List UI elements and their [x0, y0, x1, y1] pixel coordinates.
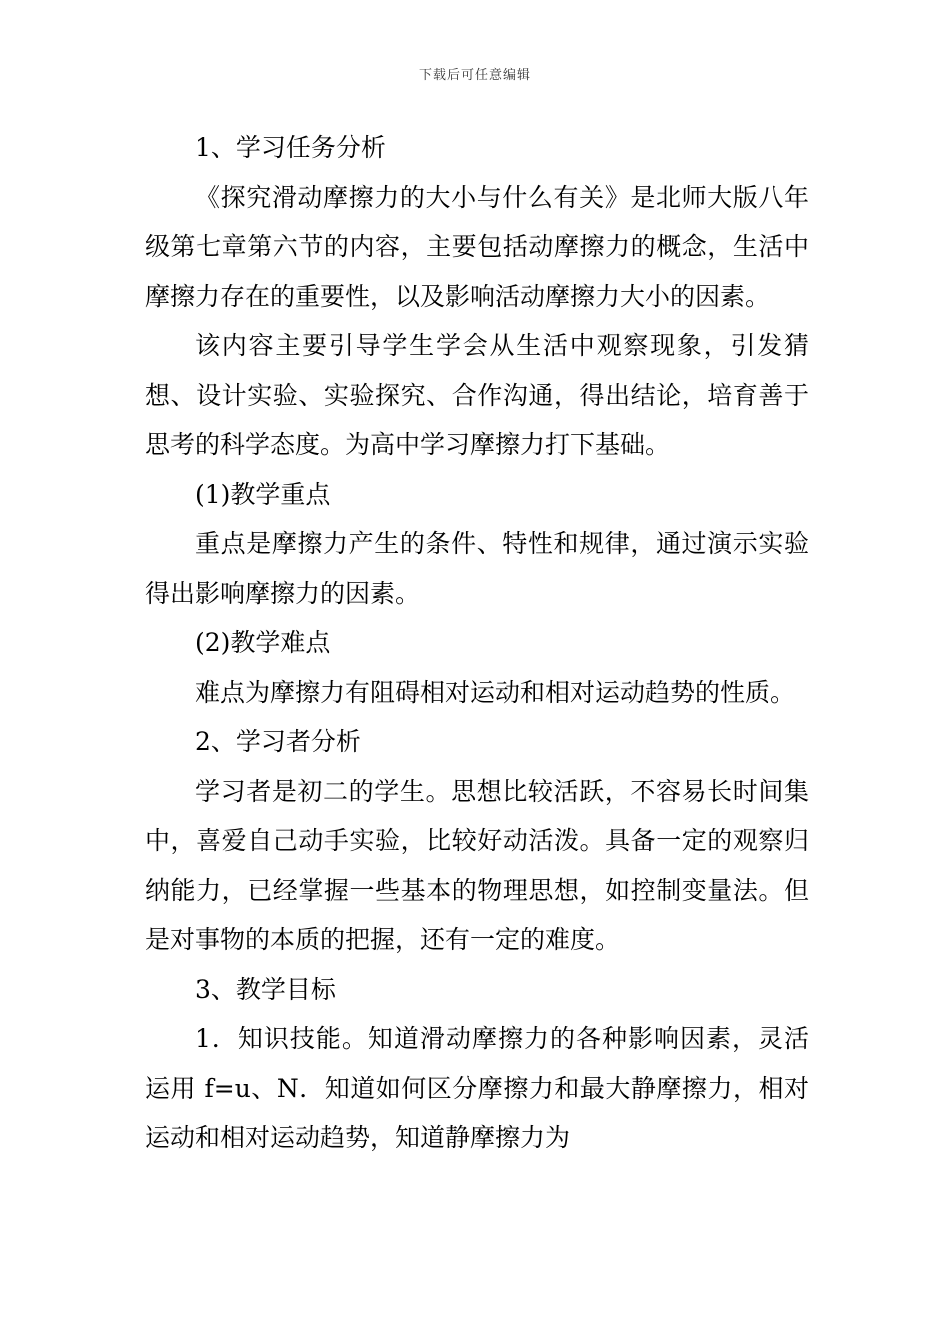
document-body — [145, 123, 809, 1163]
section-heading-1: 1、学习任务分析 — [195, 133, 386, 162]
subheading-difficulty: (2)教学难点 — [195, 628, 331, 657]
page-header-note: 下载后可任意编辑 — [418, 68, 531, 83]
paragraph: 该内容主要引导学生学会从生活中观察现象，引发猜想、设计实验、实验探究、合作沟通，得出结论，培育善于思考的科学态度。为高中学习摩擦力打下基础。 — [145, 331, 809, 459]
paragraph: 难点为摩擦力有阻碍相对运动和相对运动趋势的性质。 — [195, 677, 796, 707]
paragraph: 《探究滑动摩擦力的大小与什么有关》是北师大版八年级第七章第六节的内容，主要包括动摩擦力的概念，生活中摩擦力存在的重要性，以及影响活动摩擦力大小的因素。 — [145, 182, 809, 311]
paragraph: 1．知识技能。知道滑动摩擦力的各种影响因素，灵活运用 f=u、N．知道如何区分摩擦力和最大静摩擦力，相对运动和相对运动趋势，知道静摩擦力为 — [145, 1024, 809, 1152]
paragraph: 学习者是初二的学生。思想比较活跃，不容易长时间集中，喜爱自己动手实验，比较好动活泼。具备一定的观察归纳能力，已经掌握一些基本的物理思想，如控制变量法。但是对事物的本质的把握，还有一定的难度。 — [145, 776, 809, 954]
paragraph: 重点是摩擦力产生的条件、特性和规律，通过演示实验得出影响摩擦力的因素。 — [145, 529, 809, 608]
section-heading-3: 3、教学目标 — [195, 974, 336, 1004]
section-heading-2: 2、学习者分析 — [195, 727, 361, 756]
subheading-key-point: (1)教学重点 — [195, 479, 331, 509]
